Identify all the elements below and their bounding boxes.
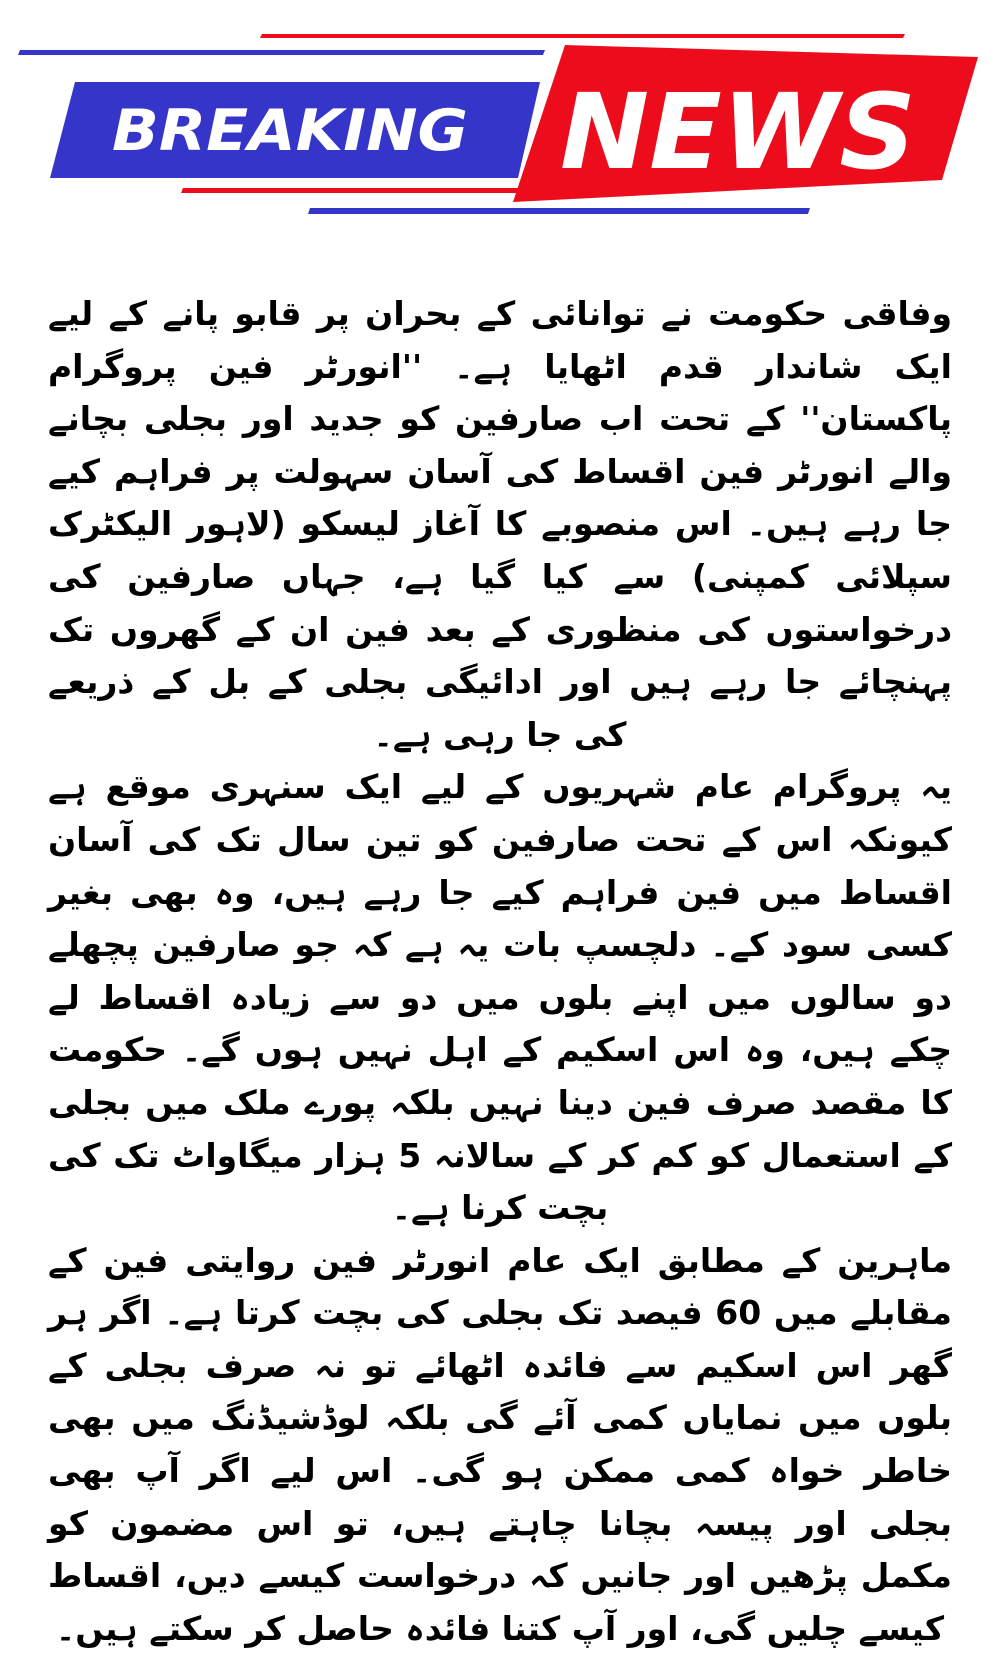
banner-word-breaking: BREAKING <box>112 98 468 164</box>
article-paragraph-3: ماہرین کے مطابق ایک عام انورٹر فین روایتی فین کے مقابلے میں 60 فیصد تک بجلی کی بچت کرتا ہے۔ اگر ہر گھر اس اسکیم سے فائدہ اٹھائے تو نہ صرف بجلی کے بلوں میں نمایاں کمی آئے گی بلکہ لوڈشیڈنگ میں بھی خاطر خواہ کمی ممکن ہو گی۔ اس لیے اگر آپ بھی بجلی اور پیسہ بچانا چاہتے ہیں، تو اس مضمون کو مکمل پڑھیں اور جانیں کہ درخواست کیسے دیں، اقساط کیسے چلیں گی، اور آپ کتنا فائدہ حاصل کر سکتے ہیں۔ <box>48 1240 952 1648</box>
article-body <box>48 288 952 1655</box>
banner-graphic <box>0 0 1000 240</box>
breaking-news-banner <box>0 0 1000 240</box>
banner-line-blue-bottom <box>308 208 810 214</box>
article-paragraph-2: یہ پروگرام عام شہریوں کے لیے ایک سنہری موقع ہے کیونکہ اس کے تحت صارفین کو تین سال تک کی آسان اقساط میں فین فراہم کیے جا رہے ہیں، وہ بھی بغیر کسی سود کے۔ دلچسپ بات یہ ہے کہ جو صارفین پچھلے دو سالوں میں اپنے بلوں میں دو سے زیادہ اقساط لے چکے ہیں، وہ اس اسکیم کے اہل نہیں ہوں گے۔ حکومت کا مقصد صرف فین دینا نہیں بلکہ پورے ملک میں بجلی کے استعمال کو کم کر کے سالانہ 5 ہزار میگاواٹ تک کی بچت کرنا ہے۔ <box>48 767 953 1228</box>
banner-line-red-bottom <box>181 188 546 193</box>
banner-line-blue-top <box>18 50 545 55</box>
banner-line-red-top <box>260 34 905 38</box>
banner-word-news: NEWS <box>560 71 916 193</box>
article-paragraph-1: وفاقی حکومت نے توانائی کے بحران پر قابو پانے کے لیے ایک شاندار قدم اٹھایا ہے۔ ''انورٹر فین پروگرام پاکستان'' کے تحت اب صارفین کو جدید اور بجلی بچانے والے انورٹر فین اقساط کی آسان سہولت پر فراہم کیے جا رہے ہیں۔ اس منصوبے کا آغاز لیسکو (لاہور الیکٹرک سپلائی کمپنی) سے کیا گیا ہے، جہاں صارفین کی درخواستوں کی منظوری کے بعد فین ان کے گھروں تک پہنچائے جا رہے ہیں اور ادائیگی بجلی کے بل کے ذریعے کی جا رہی ہے۔ <box>48 294 952 754</box>
